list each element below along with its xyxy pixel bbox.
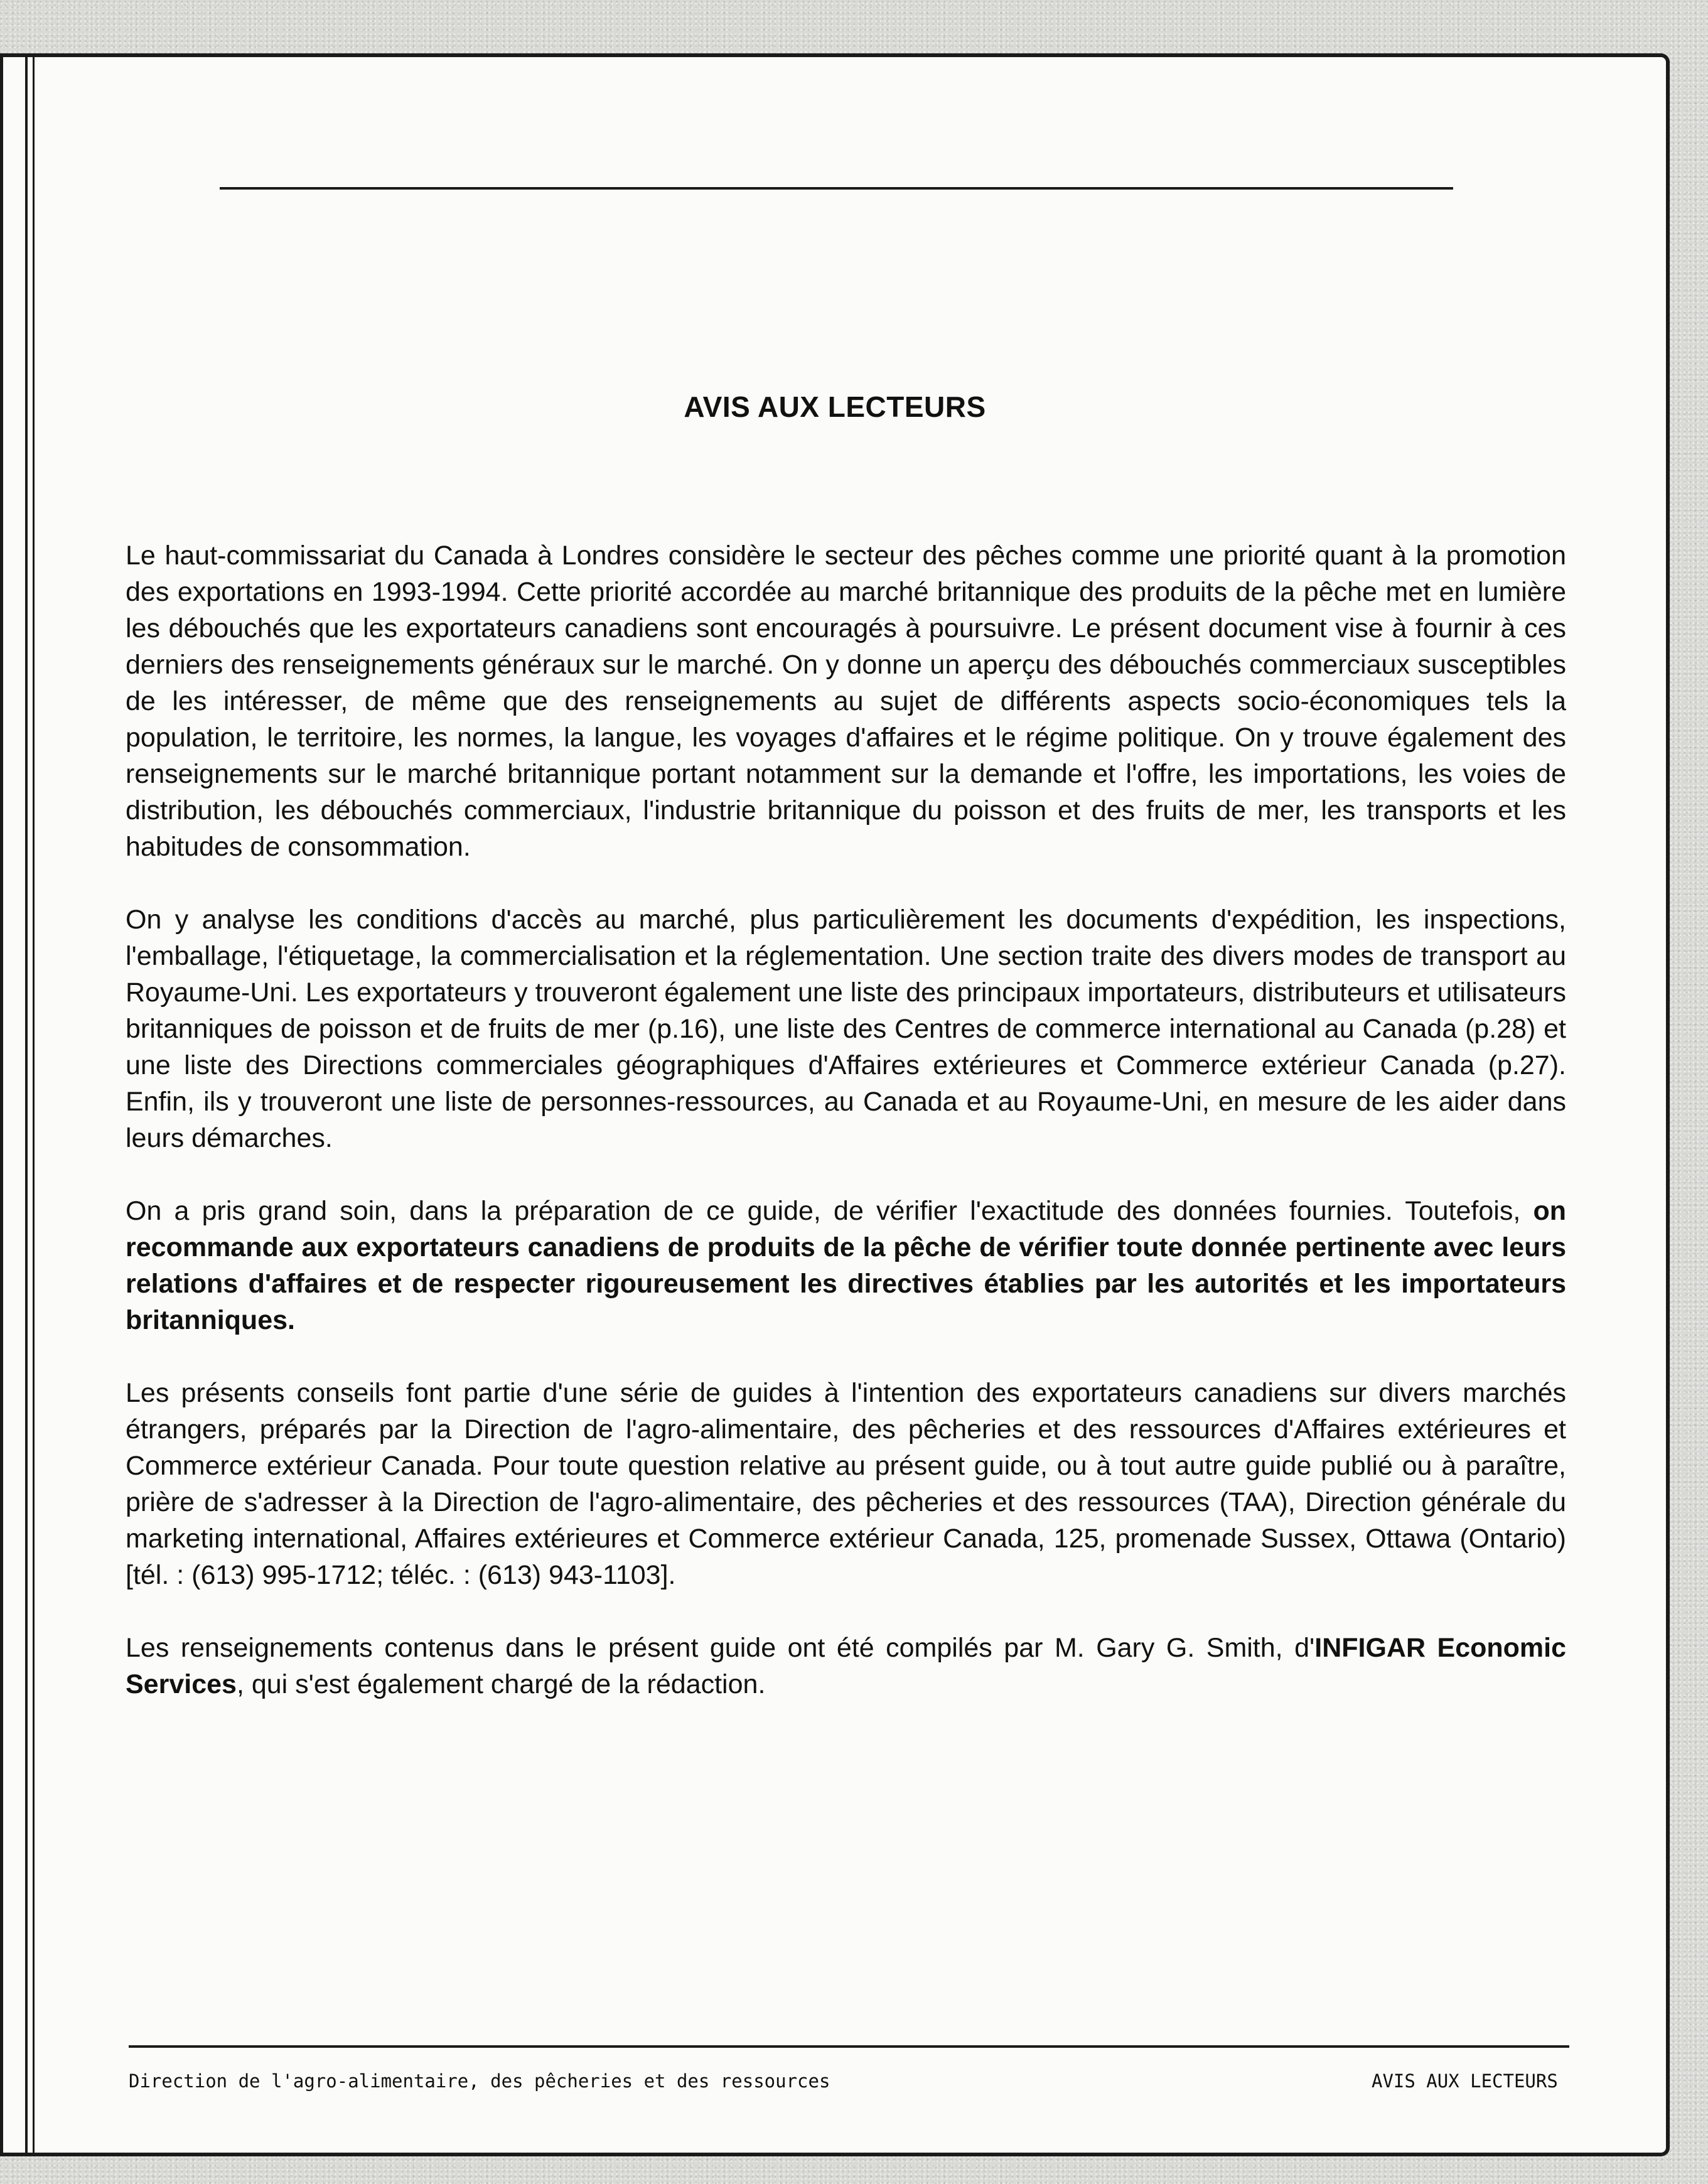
binding-edge-line: [33, 57, 35, 2153]
credits-tail: , qui s'est également chargé de la rédaction.: [236, 1669, 766, 1699]
paragraph-market-access: On y analyse les conditions d'accès au marché, plus particulièrement les documents d'expédition, les inspections, l'emballage, l'étiquetage, la commercialisation et la réglementation. Une section traite des divers modes de transport au Royaume-Uni. Les exportateurs y trouveront également une liste des principaux importateurs, distributeurs et utilisateurs britanniques de poisson et de fruits de mer (p.16), une liste des Centres de commerce international au Canada (p.28) et une liste des Directions commerciales géographiques d'Affaires extérieures et Commerce extérieur Canada (p.27). Enfin, ils y trouveront une liste de personnes-ressources, au Canada et au Royaume-Uni, en mesure de les aider dans leurs démarches.: [126, 905, 1566, 1153]
footer-department: Direction de l'agro-alimentaire, des pêcheries et des ressources: [129, 2070, 830, 2092]
disclaimer-emphasis: on recommande aux exportateurs canadiens de produits de la pêche de vérifier toute donnée pertinente avec leurs relations d'affaires et de respecter rigoureusement les directives établies par les autorités et les importateurs britanniques.: [126, 1196, 1566, 1335]
paragraph-disclaimer: [126, 1193, 1566, 1338]
page-title: AVIS AUX LECTEURS: [684, 390, 986, 423]
binding-edge-line: [0, 57, 3, 2153]
paragraph-contact: Les présents conseils font partie d'une série de guides à l'intention des exportateurs canadiens sur divers marchés étrangers, préparés par la Direction de l'agro-alimentaire, des pêcheries et des ressources d'Affaires extérieures et Commerce extérieur Canada. Pour toute question relative au présent guide, ou à tout autre guide publié ou à paraître, prière de s'adresser à la Direction de l'agro-alimentaire, des pêcheries et des ressources (TAA), Direction générale du marketing international, Affaires extérieures et Commerce extérieur Canada, 125, promenade Sussex, Ottawa (Ontario) [tél. : (613) 995-1712; téléc. : (613) 943-1103].: [126, 1378, 1566, 1590]
body-text: [126, 537, 1566, 1739]
paragraph-intro: Le haut-commissariat du Canada à Londres considère le secteur des pêches comme une priorité quant à la promotion des exportations en 1993-1994. Cette priorité accordée au marché britannique des produits de la pêche met en lumière les débouchés que les exportateurs canadiens sont encouragés à poursuivre. Le présent document vise à fournir à ces derniers des renseignements généraux sur le marché. On y donne un aperçu des débouchés commerciaux susceptibles de les intéresser, de même que des renseignements au sujet de différents aspects socio-économiques tels la population, le territoire, les normes, la langue, les voyages d'affaires et le régime politique. On y trouve également des renseignements sur le marché britannique portant notamment sur la demande et l'offre, les importations, les voies de distribution, les débouchés commerciaux, l'industrie britannique du poisson et des fruits de mer, les transports et les habitudes de consommation.: [126, 541, 1566, 862]
disclaimer-lead: On a pris grand soin, dans la préparation de ce guide, de vérifier l'exactitude des données fournies. Toutefois,: [126, 1196, 1533, 1226]
binding-edge-line: [25, 57, 28, 2153]
credits-company: INFIGAR Economic Services: [126, 1633, 1566, 1699]
footer-rule: [129, 2045, 1569, 2048]
credits-lead: Les renseignements contenus dans le présent guide ont été compilés par M. Gary G. Smith, d': [126, 1633, 1315, 1663]
footer-section-title: AVIS AUX LECTEURS: [1372, 2070, 1558, 2092]
header-rule: [220, 187, 1453, 190]
paragraph-credits: [126, 1630, 1566, 1703]
document-page: [0, 53, 1670, 2156]
